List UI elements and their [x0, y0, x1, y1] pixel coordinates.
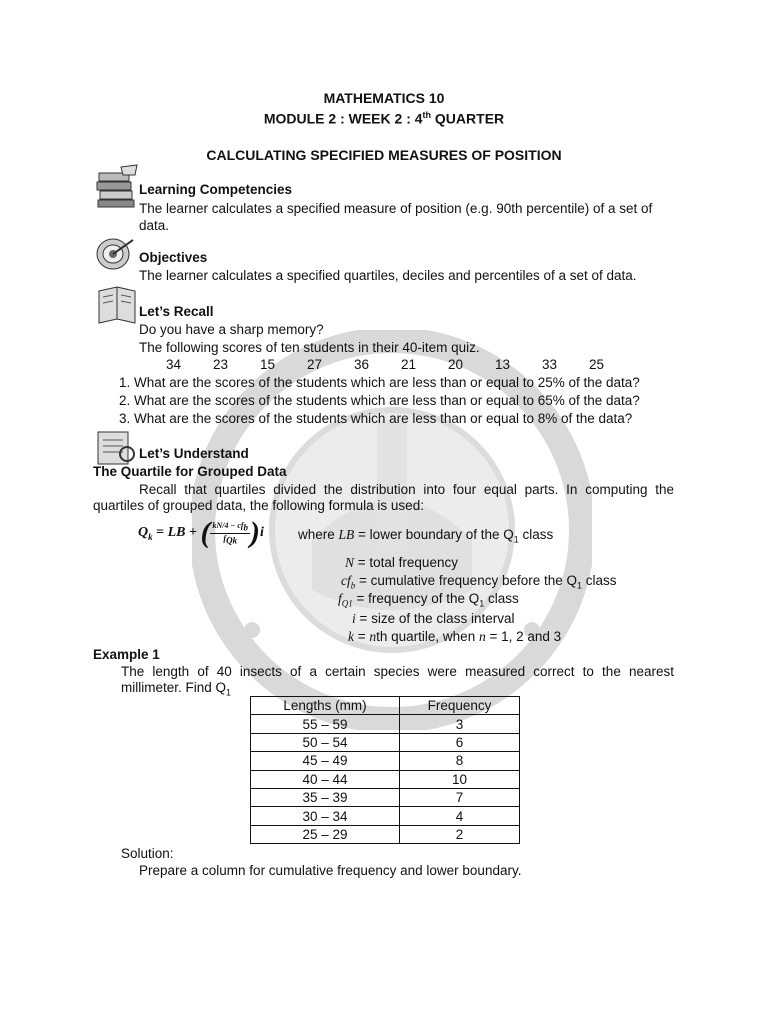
recall-scores	[166, 357, 636, 372]
recall-scores-intro: The following scores of ten students in their 40-item quiz.	[139, 340, 480, 355]
table-cell: 8	[400, 752, 520, 770]
def-k: k = nth quartile, when n = 1, 2 and 3	[348, 629, 562, 644]
score-value: 21	[401, 357, 417, 372]
example-title: Example 1	[93, 647, 160, 662]
table-header-lengths: Lengths (mm)	[251, 697, 400, 715]
table-cell: 7	[400, 788, 520, 806]
competencies-text-1: The learner calculates a specified measure of position (e.g. 90th percentile) of a set of	[139, 201, 653, 216]
table-row	[251, 807, 520, 825]
recall-question-1: 1. What are the scores of the students which are less than or equal to 25% of the data?	[119, 375, 640, 390]
table-header-row	[251, 697, 520, 715]
def-cfb: $cf_b$ = cumulative frequency before the $Q_1$ class	[341, 573, 617, 591]
example-para-2: millimeter. Find $Q_1$	[121, 680, 232, 698]
table-row	[251, 770, 520, 788]
score-value: 13	[495, 357, 511, 372]
header-subject: MATHEMATICS 10	[323, 90, 445, 106]
table-row	[251, 825, 520, 843]
table-cell: 50 – 54	[251, 733, 400, 751]
score-value: 36	[354, 357, 370, 372]
def-lb: where LB = lower boundary of the $Q_1$ class	[298, 527, 554, 545]
score-value: 15	[260, 357, 276, 372]
table-row	[251, 733, 520, 751]
books-icon	[95, 163, 141, 209]
target-icon	[95, 234, 137, 272]
notebook-icon	[95, 285, 139, 327]
page-title: CALCULATING SPECIFIED MEASURES OF POSITION	[206, 147, 562, 163]
example-para-1: The length of 40 insects of a certain species were measured correct to the nearest	[121, 664, 674, 679]
understand-subtitle: The Quartile for Grouped Data	[93, 464, 287, 479]
table-cell: 35 – 39	[251, 788, 400, 806]
table-cell: 4	[400, 807, 520, 825]
competencies-text-2: data.	[139, 218, 170, 233]
score-value: 20	[448, 357, 464, 372]
understand-title: Let’s Understand	[139, 446, 249, 461]
table-cell: 40 – 44	[251, 770, 400, 788]
table-row	[251, 752, 520, 770]
table-cell: 10	[400, 770, 520, 788]
objectives-title: Objectives	[139, 250, 208, 265]
table-cell: 55 – 59	[251, 715, 400, 733]
recall-question-2: 2. What are the scores of the students which are less than or equal to 65% of the data?	[119, 393, 640, 408]
score-value: 23	[213, 357, 229, 372]
competencies-title: Learning Competencies	[139, 182, 293, 197]
table-header-frequency: Frequency	[400, 697, 520, 715]
table-cell: 45 – 49	[251, 752, 400, 770]
objectives-text: The learner calculates a specified quartiles, deciles and percentiles of a set of data.	[139, 268, 637, 283]
quartile-formula: $Q_k$ = LB + ( $\frac{kN/4 - cf_b}{f_{Qk}}$ )i	[138, 516, 264, 549]
score-value: 34	[166, 357, 182, 372]
recall-intro: Do you have a sharp memory?	[139, 322, 324, 337]
table-row	[251, 715, 520, 733]
header-module: MODULE 2 : WEEK 2 : 4th QUARTER	[263, 110, 505, 127]
recall-question-3: 3. What are the scores of the students which are less than or equal to 8% of the data?	[119, 411, 633, 426]
score-value: 33	[542, 357, 558, 372]
score-value: 25	[589, 357, 605, 372]
def-n: N = total frequency	[345, 555, 458, 570]
def-i: i = size of the class interval	[352, 611, 515, 626]
table-cell: 30 – 34	[251, 807, 400, 825]
understand-para-1: Recall that quartiles divided the distribution into four equal parts. In computing the	[139, 482, 674, 497]
table-cell: 25 – 29	[251, 825, 400, 843]
solution-text: Prepare a column for cumulative frequency and lower boundary.	[139, 863, 522, 878]
solution-label: Solution:	[121, 846, 174, 861]
score-value: 27	[307, 357, 323, 372]
table-cell: 6	[400, 733, 520, 751]
study-icon	[95, 428, 139, 468]
table-cell: 2	[400, 825, 520, 843]
frequency-table	[250, 696, 520, 844]
recall-title: Let’s Recall	[139, 304, 214, 319]
understand-para-2: quartiles of grouped data, the following formula is used:	[93, 498, 424, 513]
table-cell: 3	[400, 715, 520, 733]
def-fq1: $f_{Q1}$ = frequency of the $Q_1$ class	[338, 591, 519, 609]
table-row	[251, 788, 520, 806]
